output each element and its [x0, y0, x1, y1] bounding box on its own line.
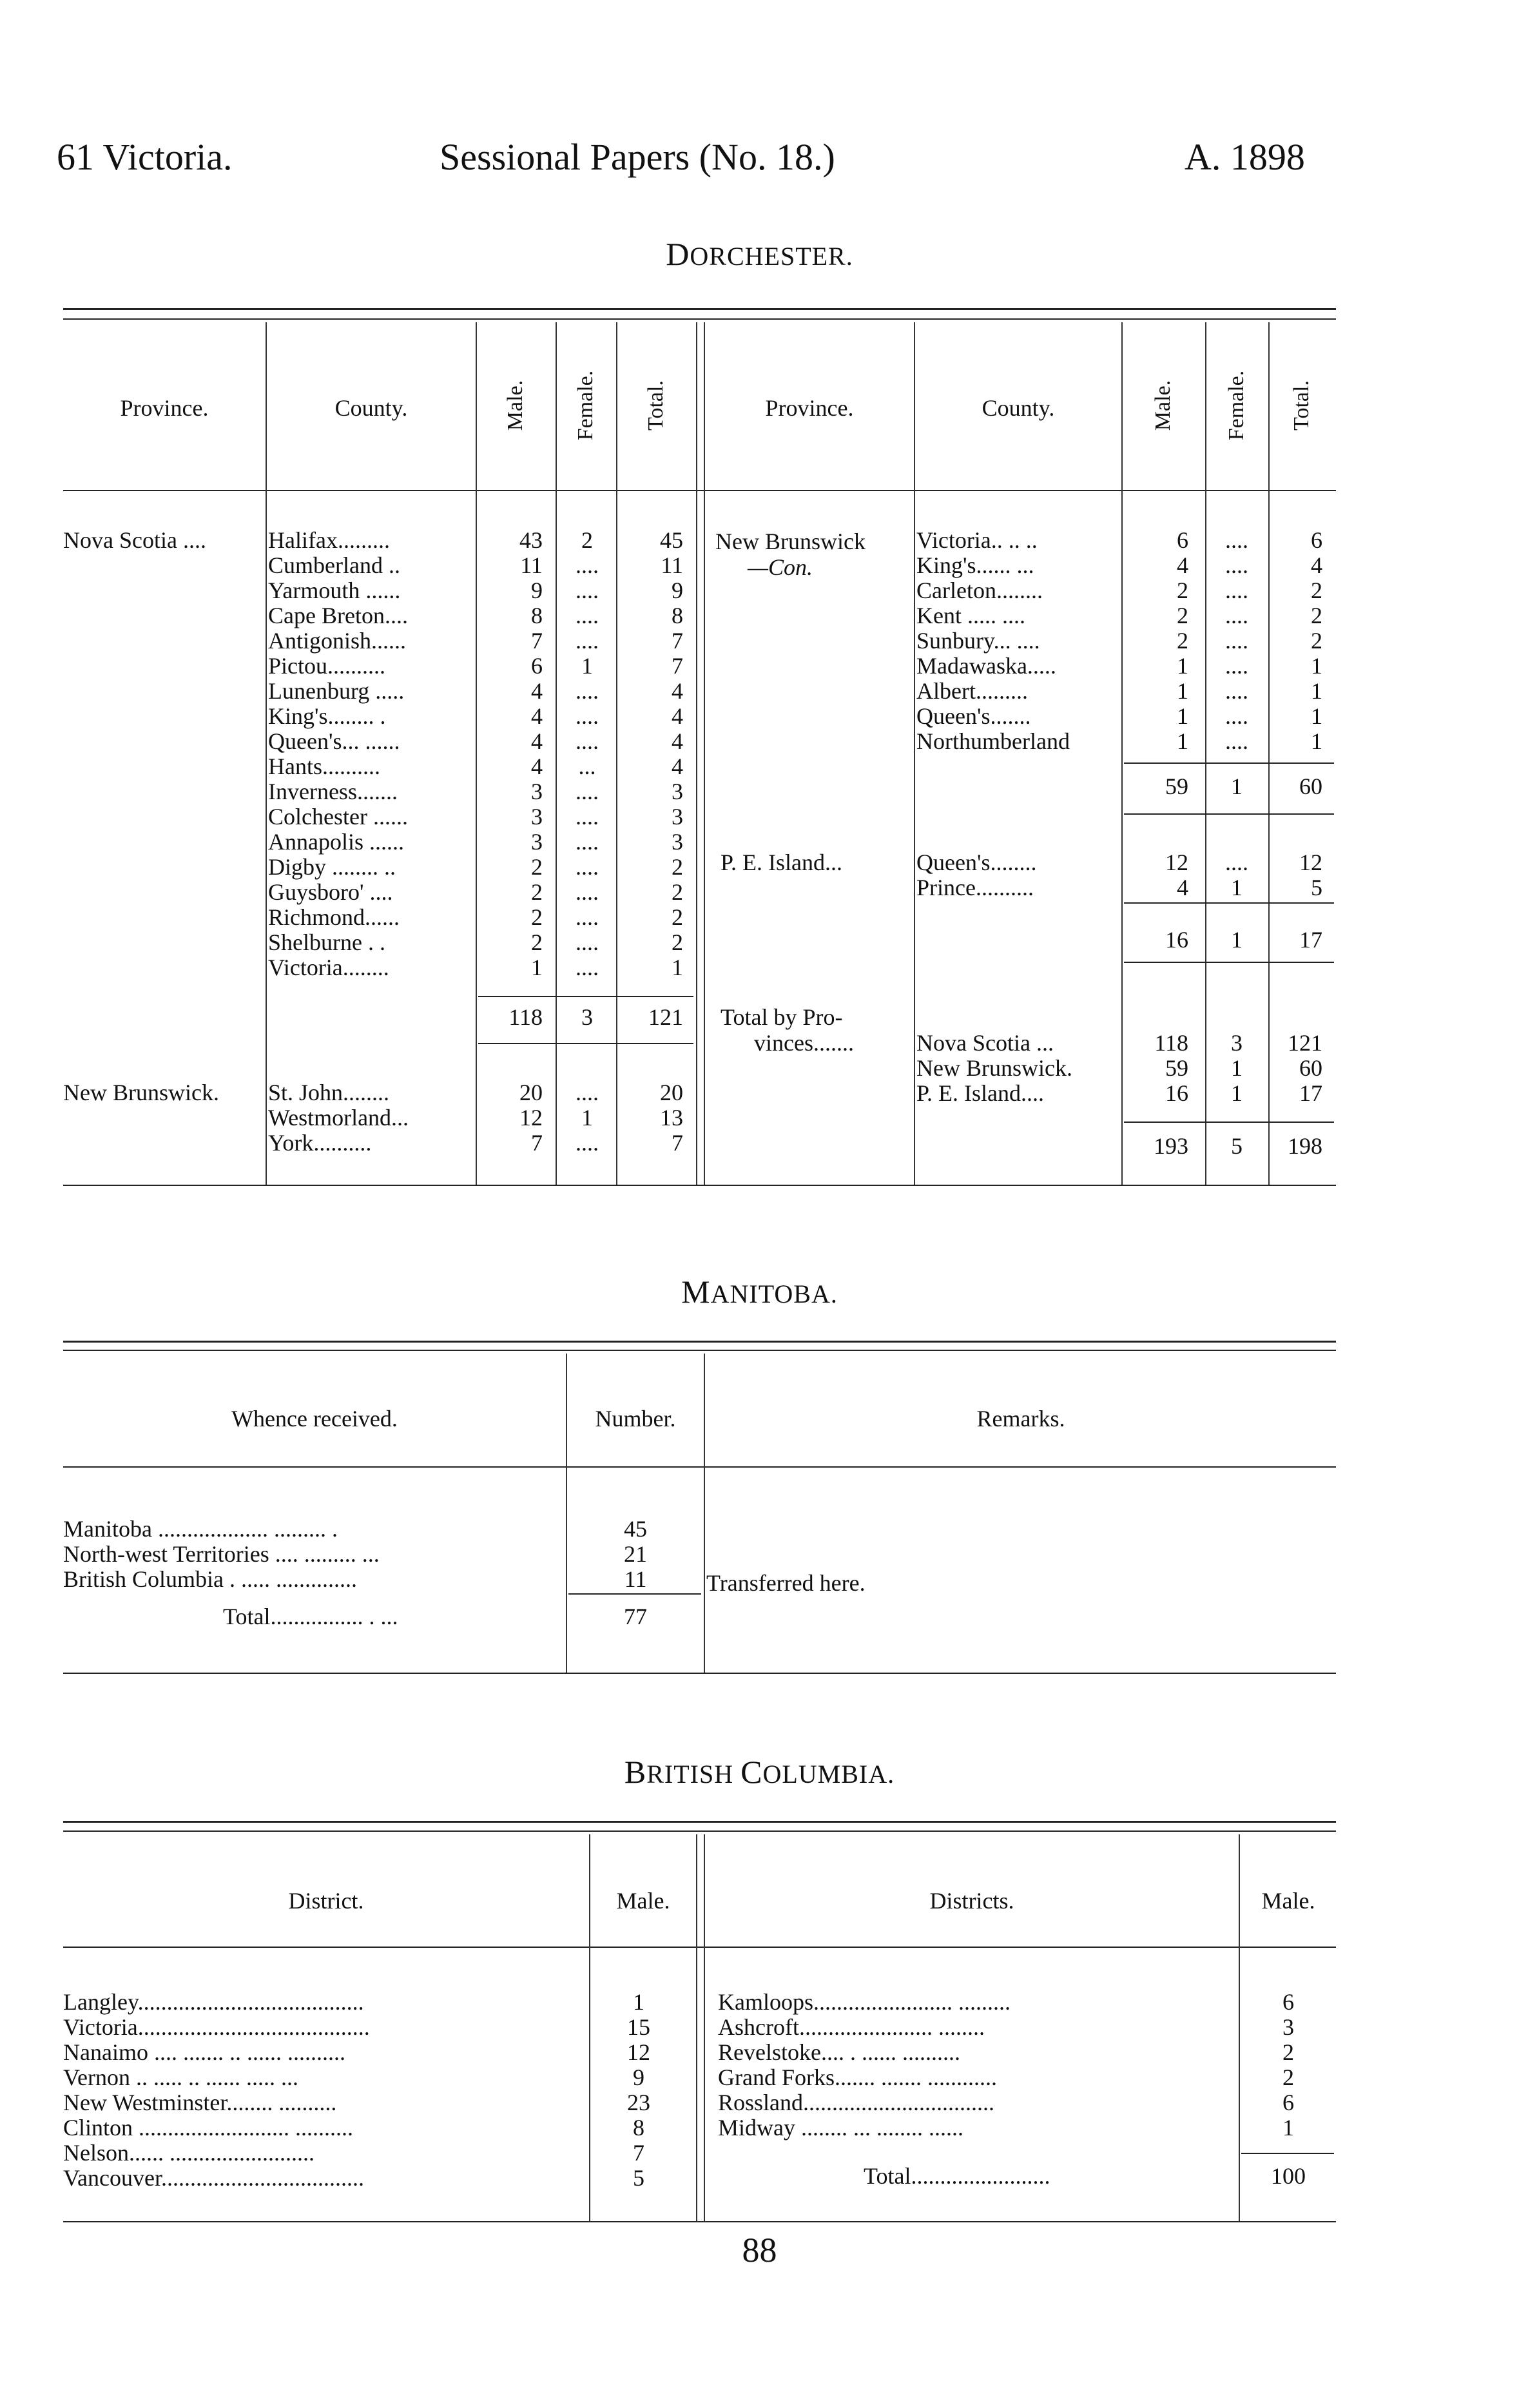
- male-cell: 6: [1282, 2090, 1294, 2115]
- county-cell: Queen's.......: [916, 703, 1031, 729]
- female-cell: ....: [576, 955, 599, 980]
- header-number: Number.: [595, 1406, 676, 1432]
- total-cell: 2: [1311, 578, 1322, 603]
- total-cell: 45: [660, 527, 683, 553]
- county-cell: Digby ........ ..: [268, 854, 396, 880]
- male-cell: 20: [519, 1080, 543, 1105]
- female-cell: 1: [1231, 1080, 1243, 1106]
- county-cell: Madawaska.....: [916, 653, 1056, 679]
- total-cell: 1: [1311, 678, 1322, 704]
- number-cell: 45: [624, 1516, 647, 1542]
- county-cell: Kent ..... ....: [916, 603, 1025, 628]
- district-cell: Ashcroft....................... ........: [718, 2014, 985, 2040]
- district-cell: Nelson...... .........................: [63, 2140, 314, 2166]
- male-cell: 6: [531, 653, 543, 679]
- total-cell: 3: [672, 779, 683, 804]
- male-cell: 2: [1282, 2064, 1294, 2090]
- grand-female: 5: [1231, 1133, 1243, 1159]
- county-cell: Annapolis ......: [268, 829, 404, 855]
- total-cell: 1: [1311, 703, 1322, 729]
- male-cell: 15: [627, 2014, 650, 2040]
- county-cell: Antigonish......: [268, 628, 407, 654]
- total-cell: 2: [672, 929, 683, 955]
- number-cell: 11: [624, 1566, 647, 1592]
- female-cell: 1: [581, 1105, 593, 1131]
- total-cell: 121: [1288, 1030, 1322, 1056]
- total-cell: 60: [1299, 1055, 1322, 1081]
- male-cell: 1: [1177, 678, 1188, 704]
- page-number: 88: [742, 2231, 777, 2269]
- whence-cell: Manitoba ................... ......... .: [63, 1516, 338, 1542]
- female-cell: ....: [576, 779, 599, 804]
- male-cell: 2: [531, 904, 543, 930]
- county-cell: Cumberland ..: [268, 552, 400, 578]
- county-cell: Inverness.......: [268, 779, 398, 804]
- county-cell: Halifax.........: [268, 527, 390, 553]
- running-head-left: 61 Victoria.: [57, 136, 233, 178]
- bc-total-value: 100: [1271, 2163, 1306, 2189]
- county-cell: Carleton........: [916, 578, 1043, 603]
- male-cell: 2: [531, 929, 543, 955]
- male-cell: 2: [1177, 603, 1188, 628]
- total-cell: 4: [1311, 552, 1322, 578]
- district-cell: Revelstoke.... . ...... ..........: [718, 2039, 960, 2065]
- county-cell: Westmorland...: [268, 1105, 409, 1131]
- total-by-provinces-label-1: Total by Pro-: [721, 1004, 843, 1030]
- female-cell: ....: [1225, 678, 1248, 704]
- nb-subtotal-female: 1: [1231, 773, 1243, 799]
- district-cell: Vancouver...................................: [63, 2165, 364, 2191]
- female-cell: 1: [581, 653, 593, 679]
- pei-subtotal-total: 17: [1299, 927, 1322, 953]
- header-total-right: Total.: [1290, 380, 1313, 431]
- female-cell: ....: [1225, 850, 1248, 875]
- total-cell: 1: [1311, 653, 1322, 679]
- male-cell: 4: [1177, 875, 1188, 900]
- female-cell: ....: [576, 578, 599, 603]
- male-cell: 11: [520, 552, 543, 578]
- female-cell: ....: [576, 703, 599, 729]
- female-cell: ....: [1225, 527, 1248, 553]
- male-cell: 9: [531, 578, 543, 603]
- total-cell: 11: [661, 552, 683, 578]
- female-cell: ....: [576, 678, 599, 704]
- county-cell: Lunenburg .....: [268, 678, 405, 704]
- header-male-right: Male.: [1151, 380, 1175, 431]
- header-remarks: Remarks.: [976, 1406, 1065, 1432]
- county-cell: Victoria.. .. ..: [916, 527, 1038, 553]
- female-cell: 1: [1231, 1055, 1243, 1081]
- bc-total-label: Total........................: [864, 2163, 1050, 2189]
- manitoba-title: MANITOBA.: [681, 1274, 838, 1310]
- male-cell: 6: [1282, 1989, 1294, 2015]
- female-cell: ....: [576, 552, 599, 578]
- header-district: District.: [288, 1888, 364, 1914]
- header-male: Male.: [503, 380, 527, 431]
- male-cell: 1: [531, 955, 543, 980]
- female-cell: ....: [576, 728, 599, 754]
- header-county-right: County.: [982, 395, 1055, 421]
- total-cell: 12: [1299, 850, 1322, 875]
- header-whence: Whence received.: [231, 1406, 398, 1432]
- county-cell: P. E. Island....: [916, 1080, 1044, 1106]
- male-cell: 43: [519, 527, 543, 553]
- total-cell: 20: [660, 1080, 683, 1105]
- male-cell: 4: [531, 728, 543, 754]
- male-cell: 3: [1282, 2014, 1294, 2040]
- dorchester-title: DORCHESTER.: [666, 236, 853, 272]
- total-cell: 4: [672, 703, 683, 729]
- running-head-center: Sessional Papers (No. 18.): [440, 136, 835, 178]
- county-cell: Queen's........: [916, 850, 1037, 875]
- female-cell: 3: [1231, 1030, 1243, 1056]
- header-province-right: Province.: [765, 395, 854, 421]
- male-cell: 8: [633, 2115, 644, 2141]
- male-cell: 2: [1177, 578, 1188, 603]
- pei-province: P. E. Island...: [721, 850, 842, 875]
- grand-total: 198: [1288, 1133, 1322, 1159]
- total-cell: 2: [1311, 628, 1322, 654]
- whence-cell: British Columbia . ..... ..............: [63, 1566, 358, 1592]
- total-cell: 3: [672, 829, 683, 855]
- male-cell: 1: [1177, 653, 1188, 679]
- male-cell: 12: [627, 2039, 650, 2065]
- district-cell: Clinton .......................... ..........: [63, 2115, 354, 2141]
- female-cell: ....: [576, 904, 599, 930]
- number-cell: 21: [624, 1541, 647, 1567]
- male-cell: 2: [1177, 628, 1188, 654]
- district-cell: Langley.......................................: [63, 1989, 364, 2015]
- female-cell: ...: [578, 753, 596, 779]
- female-cell: ....: [576, 603, 599, 628]
- male-cell: 8: [531, 603, 543, 628]
- district-cell: New Westminster........ ..........: [63, 2090, 337, 2115]
- whence-cell: North-west Territories .... ......... ...: [63, 1541, 380, 1567]
- female-cell: ....: [1225, 728, 1248, 754]
- header-bc-male: Male.: [616, 1888, 670, 1914]
- total-cell: 4: [672, 678, 683, 704]
- total-by-provinces-label-2: vinces.......: [754, 1030, 854, 1056]
- female-cell: ....: [576, 628, 599, 654]
- male-cell: 12: [1165, 850, 1188, 875]
- header-female: Female.: [574, 370, 597, 441]
- county-cell: Nova Scotia ...: [916, 1030, 1054, 1056]
- total-cell: 4: [672, 753, 683, 779]
- county-cell: Victoria........: [268, 955, 389, 980]
- female-cell: ....: [1225, 552, 1248, 578]
- header-districts: Districts.: [929, 1888, 1014, 1914]
- district-cell: Nanaimo .... ....... .. ...... ..........: [63, 2039, 345, 2065]
- female-cell: ....: [576, 879, 599, 905]
- male-cell: 2: [1282, 2039, 1294, 2065]
- district-cell: Vernon .. ..... .. ...... ..... ...: [63, 2064, 298, 2090]
- pei-subtotal-male: 16: [1165, 927, 1188, 953]
- total-cell: 7: [672, 653, 683, 679]
- grand-male: 193: [1154, 1133, 1188, 1159]
- total-cell: 4: [672, 728, 683, 754]
- header-female-right: Female.: [1224, 370, 1248, 441]
- total-cell: 2: [672, 854, 683, 880]
- county-cell: Yarmouth ......: [268, 578, 401, 603]
- total-cell: 7: [672, 628, 683, 654]
- county-cell: Hants..........: [268, 753, 380, 779]
- male-cell: 3: [531, 779, 543, 804]
- male-cell: 4: [1177, 552, 1188, 578]
- total-cell: 9: [672, 578, 683, 603]
- male-cell: 59: [1165, 1055, 1188, 1081]
- total-cell: 7: [672, 1130, 683, 1156]
- male-cell: 118: [1154, 1030, 1188, 1056]
- nb-con-suffix: —Con.: [748, 554, 813, 580]
- male-cell: 1: [1177, 728, 1188, 754]
- nb-subtotal-male: 59: [1165, 773, 1188, 799]
- county-cell: Sunbury... ....: [916, 628, 1040, 654]
- total-cell: 6: [1311, 527, 1322, 553]
- county-cell: Prince..........: [916, 875, 1034, 900]
- county-cell: King's...... ...: [916, 552, 1034, 578]
- female-cell: ....: [1225, 703, 1248, 729]
- total-cell: 2: [672, 904, 683, 930]
- pei-subtotal-female: 1: [1231, 927, 1243, 953]
- total-cell: 17: [1299, 1080, 1322, 1106]
- district-cell: Rossland.................................: [718, 2090, 995, 2115]
- male-cell: 6: [1177, 527, 1188, 553]
- male-cell: 23: [627, 2090, 650, 2115]
- manitoba-total-label: Total................ . ...: [223, 1604, 398, 1629]
- bc-title: BRITISH COLUMBIA.: [624, 1754, 895, 1790]
- female-cell: ....: [1225, 628, 1248, 654]
- female-cell: ....: [1225, 653, 1248, 679]
- running-head-right: A. 1898: [1185, 136, 1305, 178]
- county-cell: New Brunswick.: [916, 1055, 1072, 1081]
- manitoba-total-value: 77: [624, 1604, 647, 1629]
- remarks-cell: Transferred here.: [706, 1570, 866, 1596]
- subtotal-male: 118: [508, 1004, 543, 1030]
- county-cell: Northumberland: [916, 728, 1070, 754]
- male-cell: 12: [519, 1105, 543, 1131]
- male-cell: 1: [633, 1989, 644, 2015]
- province-cell: New Brunswick.: [63, 1080, 219, 1105]
- district-cell: Midway ........ ... ........ ......: [718, 2115, 963, 2141]
- district-cell: Victoria........................................: [63, 2014, 370, 2040]
- male-cell: 1: [1282, 2115, 1294, 2141]
- female-cell: ....: [1225, 578, 1248, 603]
- county-cell: Cape Breton....: [268, 603, 408, 628]
- female-cell: ....: [576, 1130, 599, 1156]
- nb-con-province: New Brunswick: [715, 529, 866, 554]
- male-cell: 3: [531, 829, 543, 855]
- district-cell: Grand Forks....... ....... ............: [718, 2064, 997, 2090]
- county-cell: King's........ .: [268, 703, 386, 729]
- county-cell: St. John........: [268, 1080, 390, 1105]
- header-bc-male-2: Male.: [1261, 1888, 1315, 1914]
- total-cell: 2: [1311, 603, 1322, 628]
- county-cell: Colchester ......: [268, 804, 408, 830]
- female-cell: ....: [1225, 603, 1248, 628]
- county-cell: Pictou..........: [268, 653, 386, 679]
- subtotal-total: 121: [648, 1004, 683, 1030]
- female-cell: ....: [576, 854, 599, 880]
- total-cell: 1: [1311, 728, 1322, 754]
- male-cell: 7: [531, 1130, 543, 1156]
- district-cell: Kamloops........................ .........: [718, 1989, 1011, 2015]
- male-cell: 4: [531, 678, 543, 704]
- male-cell: 7: [633, 2140, 644, 2166]
- total-cell: 5: [1311, 875, 1322, 900]
- male-cell: 4: [531, 753, 543, 779]
- female-cell: 2: [581, 527, 593, 553]
- female-cell: ....: [576, 929, 599, 955]
- male-cell: 7: [531, 628, 543, 654]
- header-total: Total.: [644, 380, 668, 431]
- subtotal-female: 3: [581, 1004, 593, 1030]
- total-cell: 13: [660, 1105, 683, 1131]
- male-cell: 5: [633, 2165, 644, 2191]
- male-cell: 1: [1177, 703, 1188, 729]
- county-cell: Shelburne . .: [268, 929, 385, 955]
- header-province: Province.: [120, 395, 209, 421]
- total-cell: 1: [672, 955, 683, 980]
- total-cell: 2: [672, 879, 683, 905]
- male-cell: 3: [531, 804, 543, 830]
- male-cell: 9: [633, 2064, 644, 2090]
- county-cell: York..........: [268, 1130, 372, 1156]
- female-cell: ....: [576, 1080, 599, 1105]
- female-cell: 1: [1231, 875, 1243, 900]
- female-cell: ....: [576, 804, 599, 830]
- female-cell: ....: [576, 829, 599, 855]
- province-cell: Nova Scotia ....: [63, 527, 206, 553]
- male-cell: 4: [531, 703, 543, 729]
- county-cell: Guysboro' ....: [268, 879, 393, 905]
- header-county: County.: [334, 395, 408, 421]
- county-cell: Queen's... ......: [268, 728, 400, 754]
- nb-subtotal-total: 60: [1299, 773, 1322, 799]
- total-cell: 3: [672, 804, 683, 830]
- male-cell: 16: [1165, 1080, 1188, 1106]
- county-cell: Albert.........: [916, 678, 1028, 704]
- male-cell: 2: [531, 879, 543, 905]
- male-cell: 2: [531, 854, 543, 880]
- county-cell: Richmond......: [268, 904, 400, 930]
- total-cell: 8: [672, 603, 683, 628]
